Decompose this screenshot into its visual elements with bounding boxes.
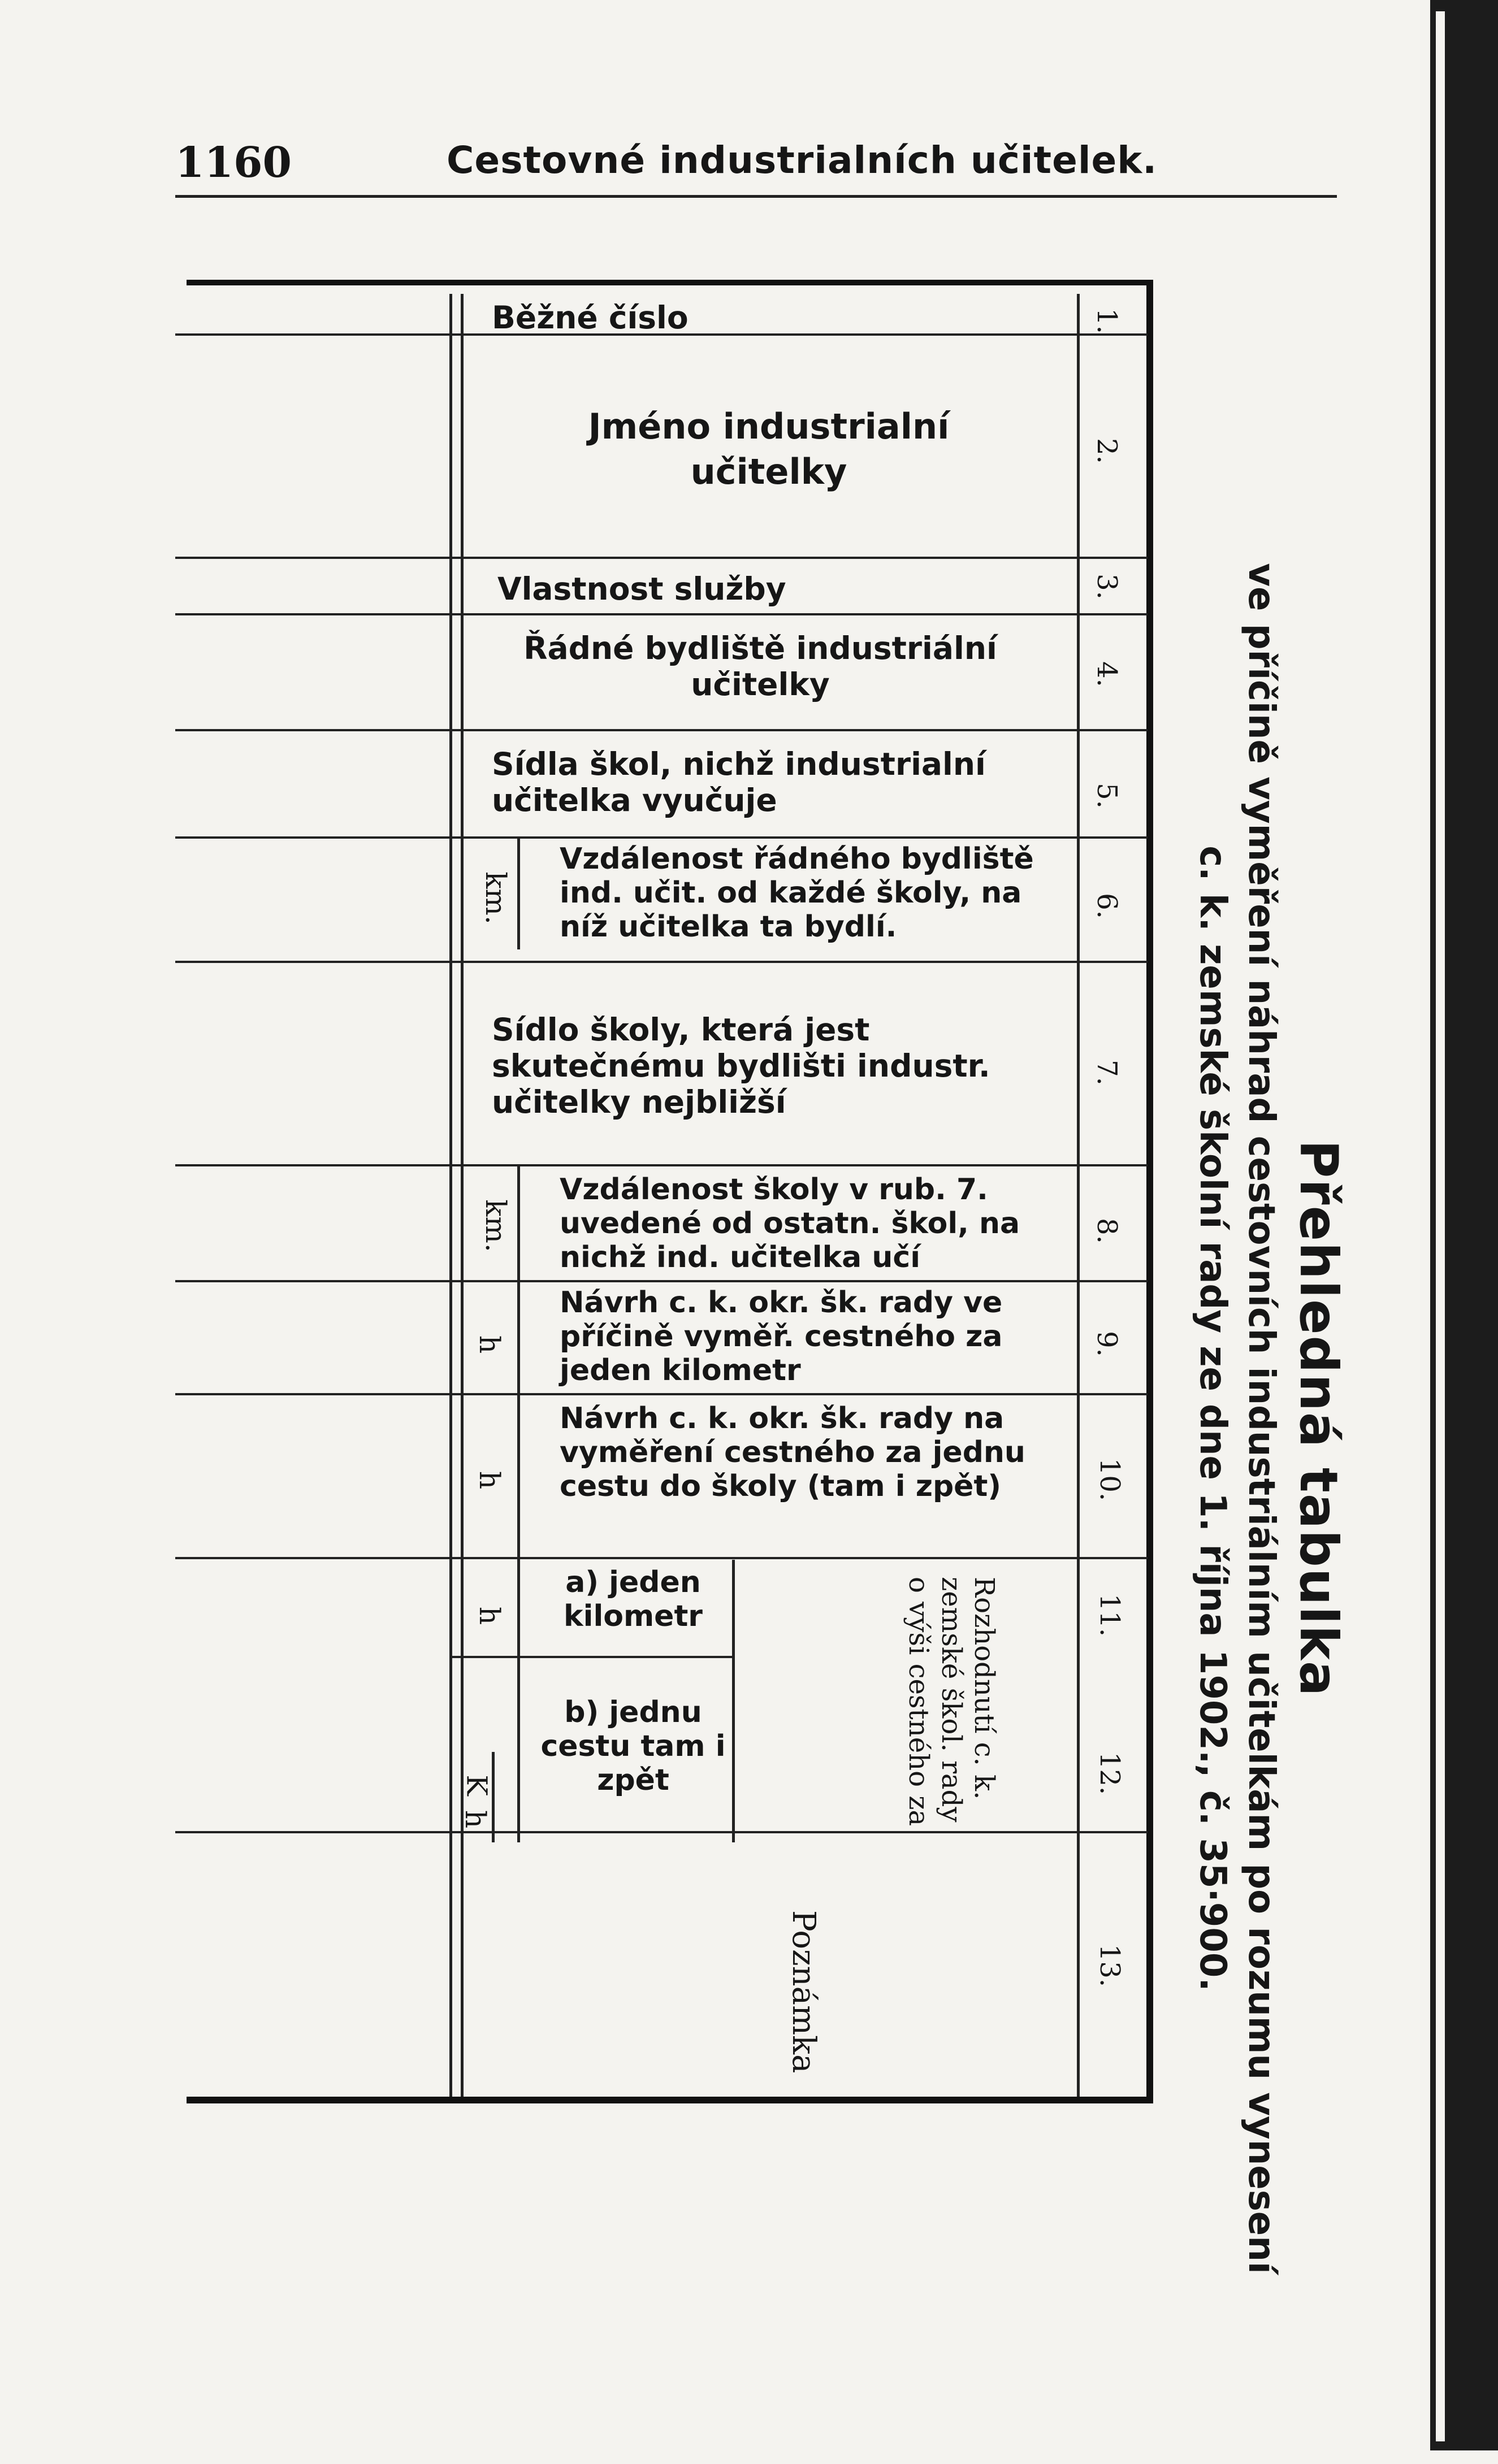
- col-num-13: 13.: [1094, 1944, 1126, 1988]
- col-num-1: 1.: [1090, 308, 1123, 334]
- table-subtitle-line2: c. k. zemské školní rady ze dne 1. října 1902., č. 35·900.: [1192, 845, 1233, 1992]
- row-sep-8: [175, 1280, 1148, 1282]
- note-column-label: Poznámka: [785, 1910, 822, 2073]
- unit-h-10: h: [473, 1470, 506, 1490]
- table-title: Přehledná tabulka: [1288, 1139, 1349, 1698]
- unit-h-12: h: [459, 1810, 492, 1829]
- col-label-2: Jméno industrialní učitelky: [588, 406, 950, 492]
- col-num-9: 9.: [1090, 1331, 1123, 1357]
- col-label-9: Návrh c. k. okr. šk. rady ve příčině vyměř. cestného za jeden kilometr: [560, 1286, 1003, 1387]
- col-num-5: 5.: [1090, 783, 1123, 809]
- unit-h-11: h: [473, 1606, 506, 1625]
- group-divider: [732, 1560, 735, 1842]
- row-sep-4: [175, 729, 1148, 731]
- row-sep-7: [175, 1164, 1148, 1166]
- row-sep-5: [175, 836, 1148, 839]
- unit-h-9: h: [473, 1335, 506, 1354]
- page-edge-inner: [1436, 11, 1445, 2441]
- row-sep-2: [175, 557, 1148, 559]
- row-sep-9: [175, 1393, 1148, 1395]
- col-num-12: 12.: [1094, 1751, 1126, 1795]
- unit-k-12: K: [460, 1775, 493, 1796]
- row-sep-3: [175, 613, 1148, 615]
- left-divider: [449, 294, 452, 2097]
- col-label-3: Vlastnost služby: [497, 571, 786, 607]
- col-num-3: 3.: [1090, 574, 1123, 600]
- unit-divider-6: [517, 836, 520, 949]
- row-sep-12: [175, 1831, 1148, 1833]
- col-label-11: a) jeden kilometr: [564, 1565, 703, 1633]
- row-sep-10: [175, 1557, 1148, 1559]
- table-subtitle-line1: ve příčině vyměření náhrad cestovních industriálním učitelkám po rozumu vynesení: [1240, 563, 1282, 2274]
- row-sep-6: [175, 961, 1148, 963]
- col-label-5: Sídla škol, nichž industrialní učitelka vyučuje: [492, 746, 986, 818]
- table-top-border: [187, 280, 1153, 285]
- col-label-1: Běžné číslo: [492, 300, 689, 336]
- page-number: 1160: [175, 138, 292, 187]
- row-sep-11: [452, 1656, 735, 1658]
- k-h-divider: [492, 1752, 495, 1842]
- col-label-12: b) jednu cestu tam i zpět: [540, 1695, 726, 1797]
- col-num-8: 8.: [1090, 1218, 1123, 1244]
- col-label-7: Sídlo školy, která jest skutečnému bydlišti industr. učitelky nejbližší: [492, 1012, 990, 1120]
- col-num-10: 10.: [1094, 1457, 1126, 1502]
- running-title: Cestovné industrialních učitelek.: [447, 138, 1158, 182]
- table-right-border: [1146, 280, 1153, 2103]
- col-label-4: Řádné bydliště industriální učitelky: [523, 630, 997, 702]
- unit-divider-8-12: [517, 1164, 520, 1842]
- unit-km-6: km.: [479, 871, 512, 925]
- decision-group-label: Rozhodnutí c. k. zemské škol. rady o výši cestného za: [903, 1577, 1000, 1827]
- col-label-8: Vzdálenost školy v rub. 7. uvedené od ostatn. škol, na nichž ind. učitelka učí: [560, 1173, 1020, 1274]
- col-num-2: 2.: [1090, 438, 1123, 464]
- col-num-6: 6.: [1090, 893, 1123, 919]
- col-label-6: Vzdálenost řádného bydliště ind. učit. od každé školy, na níž učitelka ta bydlí.: [560, 842, 1034, 944]
- header-rule: [175, 195, 1337, 198]
- col-label-10: Návrh c. k. okr. šk. rady na vyměření cestného za jednu cestu do školy (tam i zpět): [560, 1402, 1025, 1503]
- col-num-4: 4.: [1090, 661, 1123, 687]
- col-num-7: 7.: [1090, 1060, 1123, 1086]
- table-bottom-border: [187, 2097, 1153, 2103]
- unit-km-8: km.: [479, 1199, 512, 1252]
- number-column-divider: [1077, 294, 1080, 2097]
- table-title-block: [1188, 373, 1351, 2464]
- col-num-11: 11.: [1094, 1593, 1126, 1637]
